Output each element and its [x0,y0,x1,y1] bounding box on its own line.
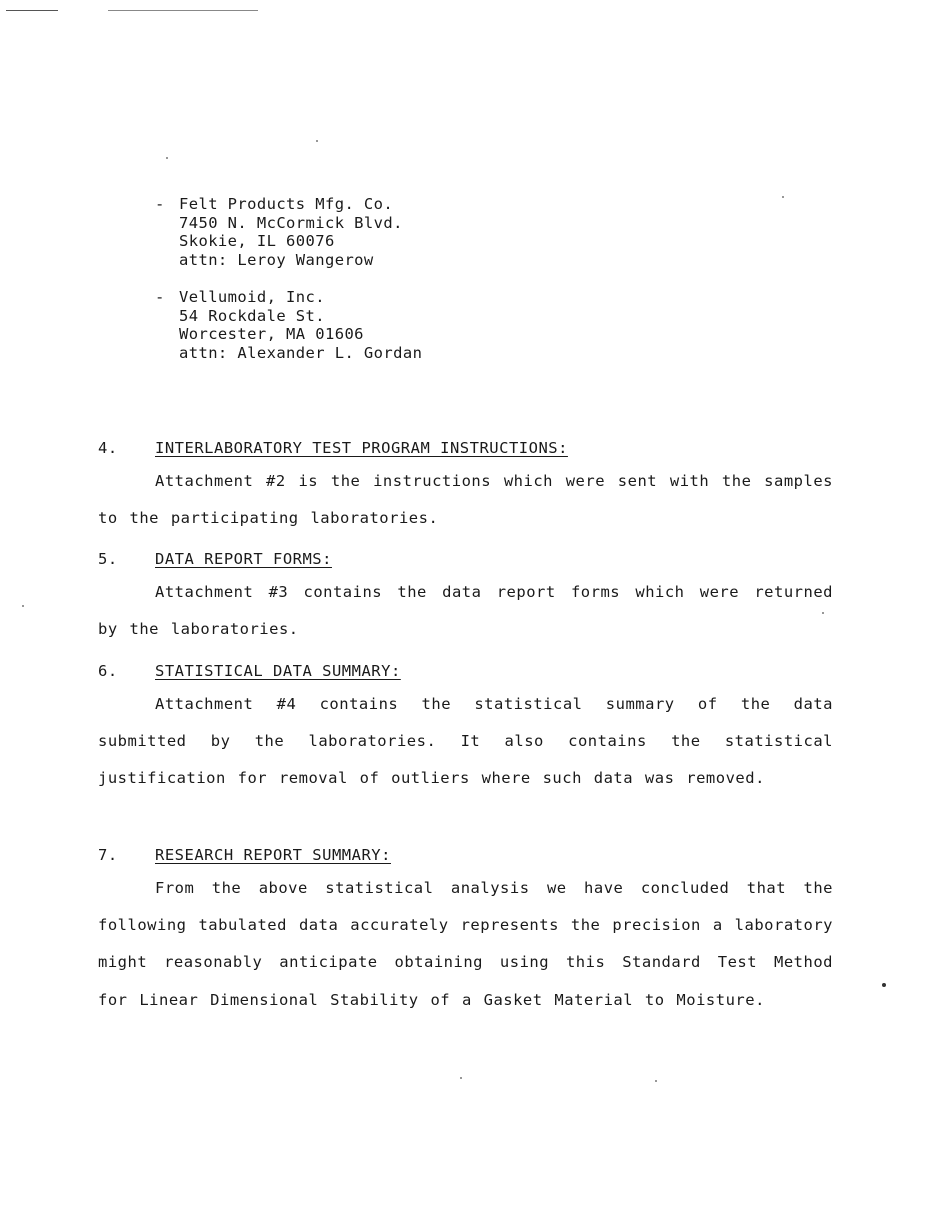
address-line: Vellumoid, Inc. [179,288,325,306]
section-title: DATA REPORT FORMS: [155,550,332,568]
scan-artifact-line [108,10,258,11]
section-4 [98,437,833,537]
address-line: 54 Rockdale St. [179,306,325,325]
section-body: Attachment #2 is the instructions which were sent with the samples to the participating laboratories. [98,472,833,528]
section-number: 7. [98,846,118,864]
scan-artifact-line [6,10,58,11]
section-title: RESEARCH REPORT SUMMARY: [155,846,391,864]
section-heading [98,660,833,682]
section-body: Attachment #3 contains the data report forms which were returned by the laboratories. [98,583,833,639]
list-dash: - [155,195,165,213]
section-body: From the above statistical analysis we have concluded that the following tabulated data accurately represents the precision a laboratory might reasonably anticipate obtaining using this Standard Test Method for Linear Dimensional Stability of a Gasket Material to Moisture. [98,879,833,1009]
section-number: 6. [98,662,118,680]
section-heading [98,548,833,570]
section-title: STATISTICAL DATA SUMMARY: [155,662,401,680]
section-number: 4. [98,439,118,457]
section-heading [98,437,833,459]
section-body: Attachment #4 contains the statistical summary of the data submitted by the laboratories. It also contains the statistical justification for removal of outliers where such data was removed. [98,695,833,788]
section-heading [98,844,833,866]
address-line: attn: Alexander L. Gordan [179,343,423,362]
address-line: 7450 N. McCormick Blvd. [179,213,403,232]
section-6 [98,660,833,798]
section-7 [98,844,833,1019]
scan-speck [882,983,886,987]
address-block-felt-products [155,195,403,269]
section-5 [98,548,833,648]
address-line: Felt Products Mfg. Co. [179,195,394,213]
section-title: INTERLABORATORY TEST PROGRAM INSTRUCTIONS: [155,439,568,457]
scan-speck [166,157,168,159]
address-line: attn: Leroy Wangerow [179,250,374,269]
scan-speck [782,196,784,198]
section-number: 5. [98,550,118,568]
address-line: Worcester, MA 01606 [179,325,364,343]
address-line: Skokie, IL 60076 [179,232,335,250]
scan-speck [460,1077,462,1079]
scan-speck [22,605,24,607]
list-dash: - [155,288,165,306]
scan-speck [822,612,824,614]
scan-speck [316,140,318,142]
address-block-vellumoid [155,288,422,362]
scan-speck [655,1080,657,1082]
